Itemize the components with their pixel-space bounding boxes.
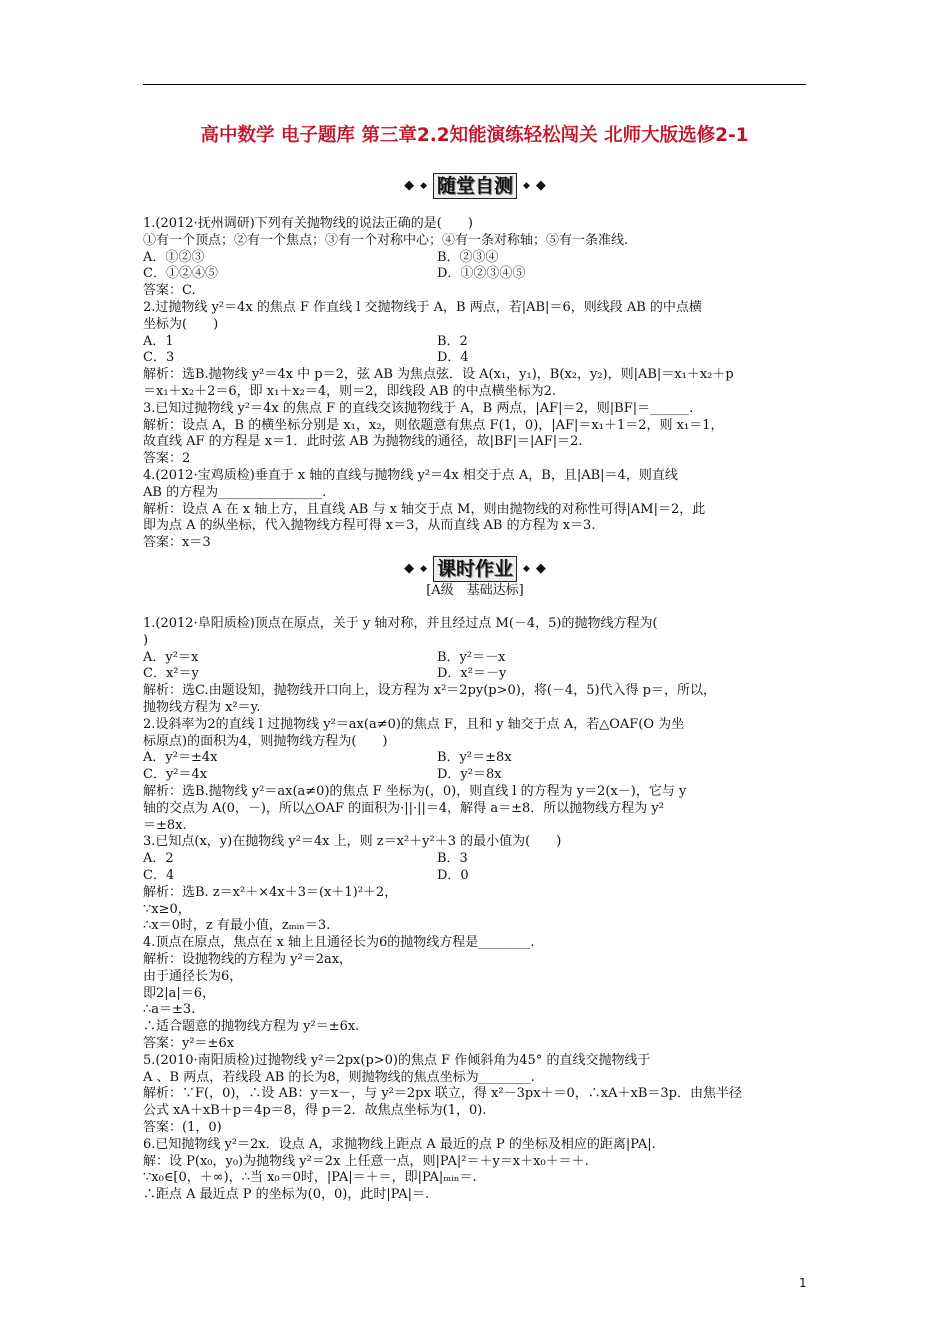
- level-label: [A级 基础达标]: [426, 583, 524, 598]
- option-text: A．1: [143, 333, 174, 349]
- text-line: 1.(2012·阜阳质检)顶点在原点，关于 y 轴对称，并且经过点 M(－4，5)的抛物线方程为(: [143, 616, 658, 631]
- option-text: B．3: [437, 851, 468, 867]
- header-rule: [143, 84, 806, 85]
- option-text: A．①②③: [143, 249, 205, 265]
- option-row: [143, 767, 808, 784]
- text-line: 答案：(1，0): [143, 1119, 222, 1135]
- text-line: 答案：2: [143, 451, 191, 467]
- text-line: 4.(2012·宝鸡质检)垂直于 x 轴的直线与抛物线 y²＝4x 相交于点 A，B，且|AB|＝4，则直线: [143, 467, 678, 483]
- option-row: [143, 250, 808, 267]
- text-line: 解析：选C.由题设知，抛物线开口向上，设方程为 x²＝2py(p>0)，将(－4，5)代入得 p＝，所以，: [143, 683, 716, 699]
- option-text: A．y²＝±4x: [143, 750, 218, 766]
- diamond-icon: ◆: [404, 178, 415, 193]
- option-row: [143, 334, 808, 351]
- text-line: 轴的交点为 A(0，－)，所以△OAF 的面积为·||·||＝4，解得 a＝±8．所以抛物线方程为 y²: [143, 800, 664, 816]
- text-line: 解析：∵F(，0)，∴设 AB：y＝x－，与 y²＝2px 联立，得 x²－3px＋＝0，∴xA＋xB＝3p．由焦半径: [143, 1086, 742, 1102]
- option-row: [143, 666, 808, 683]
- option-text: D．x²＝－y: [437, 666, 507, 682]
- text-line: ①有一个顶点；②有一个焦点；③有一个对称中心；④有一条对称轴；⑤有一条准线.: [143, 232, 629, 248]
- text-line: ＝±8x.: [143, 817, 187, 833]
- option-text: D．0: [437, 867, 469, 883]
- option-text: D．y²＝8x: [437, 767, 502, 783]
- diamond-small-icon: ◆: [420, 181, 427, 191]
- text-line: 4.顶点在原点，焦点在 x 轴上且通径长为6的抛物线方程是________.: [143, 935, 535, 951]
- option-row: [143, 266, 808, 283]
- text-line: 解析：选B. z＝x²＋×4x＋3＝(x＋1)²＋2，: [143, 884, 398, 900]
- text-line: 解析：设点 A，B 的横坐标分别是 x₁，x₂，则依题意有焦点 F(1，0)，|AF|＝x₁＋1＝2，则 x₁＝1，: [143, 417, 724, 433]
- text-line: ∴a＝±3.: [143, 1002, 196, 1018]
- option-text: B．②③④: [437, 249, 499, 265]
- option-text: C．y²＝4x: [143, 767, 208, 783]
- section-banner-self-test: [0, 173, 950, 199]
- option-text: B．y²＝±8x: [437, 750, 512, 766]
- text-line: ∴适合题意的抛物线方程为 y²＝±6x.: [143, 1019, 360, 1035]
- text-line: 2.设斜率为2的直线 l 过抛物线 y²＝ax(a≠0)的焦点 F，且和 y 轴交于点 A，若△OAF(O 为坐: [143, 716, 685, 732]
- text-line: 解：设 P(x₀，y₀)为抛物线 y²＝2x 上任意一点，则|PA|²＝＋y＝x＋x₀＋＝＋.: [143, 1153, 589, 1169]
- option-row: [143, 868, 808, 885]
- text-line: A 、B 两点，若线段 AB 的长为8，则抛物线的焦点坐标为________.: [143, 1069, 535, 1085]
- option-text: C．x²＝y: [143, 666, 199, 682]
- text-line: 即为点 A 的纵坐标，代入抛物线方程可得 x＝3，从而直线 AB 的方程为 x＝3.: [143, 518, 596, 534]
- option-text: C．4: [143, 867, 175, 883]
- option-row: [143, 750, 808, 767]
- page-title: 高中数学 电子题库 第三章2.2知能演练轻松闯关 北师大版选修2-1: [200, 125, 749, 146]
- diamond-small-icon: ◆: [523, 181, 530, 191]
- text-line: 公式 xA＋xB＋p＝4p＝8，得 p＝2．故焦点坐标为(1，0).: [143, 1103, 487, 1119]
- option-row: [143, 650, 808, 667]
- text-line: 标原点)的面积为4，则抛物线方程为( ): [143, 733, 388, 749]
- text-line: 1.(2012·抚州调研)下列有关抛物线的说法正确的是( ): [143, 216, 473, 231]
- section-label-box: [433, 556, 517, 582]
- text-line: 即2|a|＝6，: [143, 985, 216, 1001]
- text-line: 5.(2010·南阳质检)过抛物线 y²＝2px(p>0)的焦点 F 作倾斜角为45° 的直线交抛物线于: [143, 1052, 651, 1068]
- diamond-icon: ◆: [535, 178, 546, 193]
- diamond-small-icon: ◆: [420, 564, 427, 574]
- text-line: 解析：选B.抛物线 y²＝ax(a≠0)的焦点 F 坐标为(，0)，则直线 l 的方程为 y＝2(x－)，它与 y: [143, 783, 687, 799]
- text-line: 坐标为( ): [143, 316, 219, 332]
- diamond-icon: ◆: [404, 561, 415, 576]
- text-line: ): [143, 632, 149, 648]
- section-label-box: [433, 173, 517, 199]
- text-line: 6.已知抛物线 y²＝2x．设点 A，求抛物线上距点 A 最近的点 P 的坐标及相应的距离|PA|.: [143, 1136, 656, 1152]
- text-line: 解析：设点 A 在 x 轴上方，且直线 AB 与 x 轴交于点 M，则由抛物线的对称性可得|AM|＝2，此: [143, 501, 706, 517]
- text-line: 2.过抛物线 y²＝4x 的焦点 F 作直线 l 交抛物线于 A，B 两点，若|AB|＝6，则线段 AB 的中点横: [143, 299, 702, 315]
- option-row: [143, 350, 808, 367]
- section-label: 课时作业: [436, 558, 513, 580]
- part1-content: [143, 216, 808, 552]
- text-line: 答案：C.: [143, 283, 196, 299]
- section-label: 随堂自测: [436, 175, 513, 197]
- option-text: B．2: [437, 333, 468, 349]
- text-line: 解析：设抛物线的方程为 y²＝2ax，: [143, 951, 353, 967]
- option-row: [143, 851, 808, 868]
- page-number: 1: [799, 1276, 807, 1290]
- option-text: C．3: [143, 350, 175, 366]
- text-line: 由于通径长为6，: [143, 968, 243, 984]
- option-text: D．①②③④⑤: [437, 266, 526, 282]
- text-line: 3.已知过抛物线 y²＝4x 的焦点 F 的直线交该抛物线于 A，B 两点，|AF|＝2，则|BF|＝______.: [143, 400, 694, 416]
- option-text: C．①②④⑤: [143, 266, 218, 282]
- text-line: ∴x＝0时，z 有最小值，zₘᵢₙ＝3.: [143, 918, 331, 934]
- text-line: 答案：x＝3: [143, 535, 211, 551]
- option-text: A．y²＝x: [143, 649, 199, 665]
- text-line: ∵x₀∈[0，＋∞)，∴当 x₀＝0时，|PA|＝＋＝，即|PA|ₘᵢₙ＝.: [143, 1170, 477, 1186]
- text-line: 3.已知点(x，y)在抛物线 y²＝4x 上，则 z＝x²＋y²＋3 的最小值为( ): [143, 834, 562, 850]
- part2-content: [143, 616, 808, 1204]
- text-line: 解析：选B.抛物线 y²＝4x 中 p＝2，弦 AB 为焦点弦．设 A(x₁，y₁)，B(x₂，y₂)，则|AB|＝x₁＋x₂＋p: [143, 367, 734, 383]
- section-banner-homework: [0, 556, 950, 582]
- text-line: 答案：y²＝±6x: [143, 1035, 235, 1051]
- option-text: B．y²＝－x: [437, 649, 506, 665]
- text-line: ∵x≥0，: [143, 901, 191, 917]
- option-text: D．4: [437, 350, 469, 366]
- text-line: ＝x₁＋x₂＋2＝6，即 x₁＋x₂＝4，则＝2，即线段 AB 的中点横坐标为2.: [143, 383, 556, 399]
- option-text: A．2: [143, 851, 174, 867]
- text-line: 故直线 AF 的方程是 x＝1．此时弦 AB 为抛物线的通径，故|BF|＝|AF|＝2.: [143, 434, 583, 450]
- text-line: AB 的方程为________________.: [143, 484, 327, 500]
- text-line: ∴距点 A 最近点 P 的坐标为(0，0)，此时|PA|＝.: [143, 1187, 430, 1203]
- diamond-icon: ◆: [535, 561, 546, 576]
- diamond-small-icon: ◆: [523, 564, 530, 574]
- text-line: 抛物线方程为 x²＝y.: [143, 699, 261, 715]
